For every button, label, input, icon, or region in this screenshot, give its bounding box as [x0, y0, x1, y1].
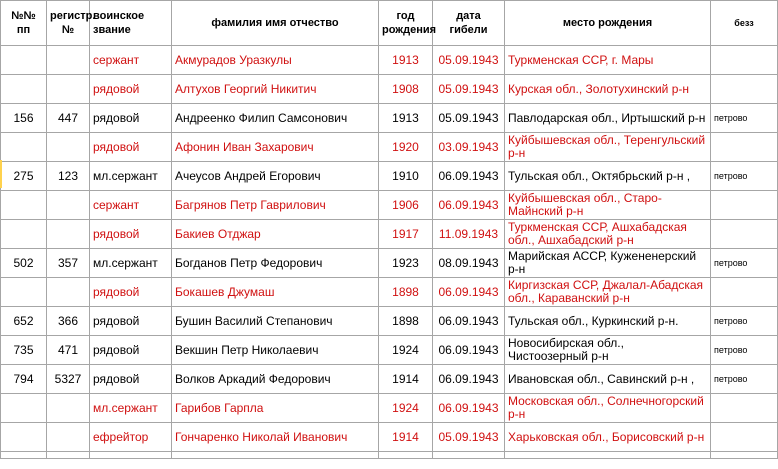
table-row: [1, 336, 778, 365]
cell-nn[interactable]: 275: [1, 162, 47, 191]
cell-birthplace[interactable]: Туркменская ССР, Ашхабадская обл., Ашхабадский р-н: [505, 220, 711, 249]
cell-name[interactable]: Волков Аркадий Федорович: [172, 365, 379, 394]
cell-death-date[interactable]: 06.09.1943: [433, 278, 505, 307]
cell-death-date[interactable]: 08.09.1943: [433, 249, 505, 278]
header-year[interactable]: год рождения: [379, 1, 433, 46]
cell-rank[interactable]: мл.сержант: [90, 162, 172, 191]
cell-year[interactable]: 1924: [379, 394, 433, 423]
cell-birthplace[interactable]: Куйбышевская обл., Теренгульский р-н: [505, 133, 711, 162]
cell-name[interactable]: Бакиев Отджар: [172, 220, 379, 249]
table-row: [1, 104, 778, 133]
cell-rank[interactable]: рядовой: [90, 278, 172, 307]
cell-nn[interactable]: [1, 75, 47, 104]
cell-nn[interactable]: [1, 133, 47, 162]
cell-year[interactable]: 1898: [379, 307, 433, 336]
cell-reg[interactable]: 123: [47, 162, 90, 191]
cell-reg[interactable]: [47, 278, 90, 307]
cell-nn[interactable]: [1, 278, 47, 307]
cell-name[interactable]: Бушин Василий Степанович: [172, 307, 379, 336]
cell-bez[interactable]: [711, 191, 778, 220]
cell-death-date[interactable]: 03.09.1943: [433, 133, 505, 162]
cell-reg[interactable]: [47, 75, 90, 104]
cell-year[interactable]: 1917: [379, 220, 433, 249]
cell-name[interactable]: Багрянов Петр Гаврилович: [172, 191, 379, 220]
cell-death-date[interactable]: 06.09.1943: [433, 336, 505, 365]
cell-nn[interactable]: 156: [1, 104, 47, 133]
cell-nn[interactable]: 735: [1, 336, 47, 365]
cell-bez[interactable]: петрово: [711, 104, 778, 133]
table-row: [1, 162, 778, 191]
cell-reg[interactable]: 366: [47, 307, 90, 336]
cell-birthplace[interactable]: Марийская АССР, Кужененерский р-н: [505, 249, 711, 278]
cell-birthplace[interactable]: Тульская обл., Октябрьский р-н ,: [505, 162, 711, 191]
cell-year[interactable]: 1913: [379, 104, 433, 133]
cell-birthplace[interactable]: Туркменская ССР, г. Мары: [505, 46, 711, 75]
header-nn[interactable]: №№ пп: [1, 1, 47, 46]
cell-name[interactable]: Гарибов Гарпла: [172, 394, 379, 423]
cell-name[interactable]: Афонин Иван Захарович: [172, 133, 379, 162]
cell-rank[interactable]: рядовой: [90, 307, 172, 336]
cell-bez[interactable]: [711, 394, 778, 423]
cell-birthplace[interactable]: Новосибирская обл., Чистоозерный р-н: [505, 336, 711, 365]
cell-empty[interactable]: [505, 452, 711, 459]
cell-reg[interactable]: [47, 423, 90, 452]
header-name[interactable]: фамилия имя отчество: [172, 1, 379, 46]
table-row: [1, 423, 778, 452]
cell-reg[interactable]: [47, 46, 90, 75]
cell-birthplace[interactable]: Павлодарская обл., Иртышский р-н: [505, 104, 711, 133]
cell-year[interactable]: 1913: [379, 46, 433, 75]
header-death-date[interactable]: дата гибели: [433, 1, 505, 46]
cell-birthplace[interactable]: Тульская обл., Куркинский р-н.: [505, 307, 711, 336]
cell-empty[interactable]: [47, 452, 90, 459]
cell-nn[interactable]: 652: [1, 307, 47, 336]
table-row: [1, 249, 778, 278]
cell-bez[interactable]: [711, 423, 778, 452]
cell-name[interactable]: Гончаренко Николай Иванович: [172, 423, 379, 452]
cell-birthplace[interactable]: Киргизская ССР, Джалал-Абадская обл., Караванский р-н: [505, 278, 711, 307]
cell-name[interactable]: Акмурадов Уразкулы: [172, 46, 379, 75]
header-row: [1, 1, 778, 46]
table-row: [1, 75, 778, 104]
cell-death-date[interactable]: 05.09.1943: [433, 104, 505, 133]
cell-empty[interactable]: [433, 452, 505, 459]
cell-death-date[interactable]: 06.09.1943: [433, 162, 505, 191]
table-row: [1, 133, 778, 162]
table-row: [1, 278, 778, 307]
cell-rank[interactable]: рядовой: [90, 75, 172, 104]
cell-bez[interactable]: петрово: [711, 249, 778, 278]
cell-nn[interactable]: [1, 220, 47, 249]
cell-year[interactable]: 1920: [379, 133, 433, 162]
header-reg[interactable]: регистр. №: [47, 1, 90, 46]
cell-year[interactable]: 1914: [379, 423, 433, 452]
cell-rank[interactable]: ефрейтор: [90, 423, 172, 452]
cell-selection-marker: [0, 160, 2, 188]
cell-name[interactable]: Андреенко Филип Самсонович: [172, 104, 379, 133]
cell-rank[interactable]: рядовой: [90, 336, 172, 365]
cell-bez[interactable]: [711, 133, 778, 162]
cell-bez[interactable]: [711, 278, 778, 307]
cell-nn[interactable]: [1, 46, 47, 75]
cell-reg[interactable]: [47, 220, 90, 249]
table-row: [1, 394, 778, 423]
cell-year[interactable]: 1910: [379, 162, 433, 191]
cell-empty[interactable]: [379, 452, 433, 459]
cell-reg[interactable]: 5327: [47, 365, 90, 394]
cell-empty[interactable]: [172, 452, 379, 459]
header-birthplace[interactable]: место рождения: [505, 1, 711, 46]
cell-birthplace[interactable]: Харьковская обл., Борисовский р-н: [505, 423, 711, 452]
cell-rank[interactable]: мл.сержант: [90, 249, 172, 278]
cell-birthplace[interactable]: Ивановская обл., Савинский р-н ,: [505, 365, 711, 394]
table-row: [1, 191, 778, 220]
cell-year[interactable]: 1923: [379, 249, 433, 278]
cell-nn[interactable]: 794: [1, 365, 47, 394]
header-rank[interactable]: воинское звание: [90, 1, 172, 46]
cell-name[interactable]: Ачеусов Андрей Егорович: [172, 162, 379, 191]
cell-reg[interactable]: 447: [47, 104, 90, 133]
cell-birthplace[interactable]: Московская обл., Солнечногорский р-н: [505, 394, 711, 423]
cell-nn[interactable]: 502: [1, 249, 47, 278]
cell-rank[interactable]: рядовой: [90, 220, 172, 249]
table-row: [1, 365, 778, 394]
cell-reg[interactable]: 471: [47, 336, 90, 365]
header-bez[interactable]: безз: [711, 1, 778, 46]
cell-name[interactable]: Бокашев Джумаш: [172, 278, 379, 307]
cell-death-date[interactable]: 05.09.1943: [433, 75, 505, 104]
cell-reg[interactable]: [47, 191, 90, 220]
cell-bez[interactable]: [711, 220, 778, 249]
cell-death-date[interactable]: 05.09.1943: [433, 423, 505, 452]
cell-reg[interactable]: [47, 133, 90, 162]
cell-birthplace[interactable]: Курская обл., Золотухинский р-н: [505, 75, 711, 104]
cell-bez[interactable]: [711, 75, 778, 104]
cell-nn[interactable]: [1, 191, 47, 220]
table-row: [1, 46, 778, 75]
cell-death-date[interactable]: 06.09.1943: [433, 394, 505, 423]
cell-rank[interactable]: рядовой: [90, 133, 172, 162]
cell-birthplace[interactable]: Куйбышевская обл., Старо-Майнский р-н: [505, 191, 711, 220]
cell-name[interactable]: Алтухов Георгий Никитич: [172, 75, 379, 104]
cell-bez[interactable]: петрово: [711, 365, 778, 394]
cell-year[interactable]: 1924: [379, 336, 433, 365]
cell-bez[interactable]: петрово: [711, 307, 778, 336]
cell-reg[interactable]: 357: [47, 249, 90, 278]
cell-year[interactable]: 1908: [379, 75, 433, 104]
cell-nn[interactable]: [1, 394, 47, 423]
cell-bez[interactable]: [711, 46, 778, 75]
cell-name[interactable]: Векшин Петр Николаевич: [172, 336, 379, 365]
table-row-empty: [1, 452, 778, 459]
cell-bez[interactable]: петрово: [711, 162, 778, 191]
cell-bez[interactable]: петрово: [711, 336, 778, 365]
cell-reg[interactable]: [47, 394, 90, 423]
cell-empty[interactable]: [1, 452, 47, 459]
cell-death-date[interactable]: 05.09.1943: [433, 46, 505, 75]
table-row: [1, 307, 778, 336]
cell-year[interactable]: 1906: [379, 191, 433, 220]
cell-rank[interactable]: сержант: [90, 191, 172, 220]
cell-rank[interactable]: рядовой: [90, 104, 172, 133]
cell-death-date[interactable]: 11.09.1943: [433, 220, 505, 249]
cell-death-date[interactable]: 06.09.1943: [433, 365, 505, 394]
table-row: [1, 220, 778, 249]
cell-rank[interactable]: сержант: [90, 46, 172, 75]
cell-empty[interactable]: [711, 452, 778, 459]
cell-rank[interactable]: рядовой: [90, 365, 172, 394]
cell-rank[interactable]: мл.сержант: [90, 394, 172, 423]
cell-death-date[interactable]: 06.09.1943: [433, 191, 505, 220]
cell-year[interactable]: 1898: [379, 278, 433, 307]
cell-name[interactable]: Богданов Петр Федорович: [172, 249, 379, 278]
cell-nn[interactable]: [1, 423, 47, 452]
cell-empty[interactable]: [90, 452, 172, 459]
table-body: [1, 46, 778, 459]
cell-death-date[interactable]: 06.09.1943: [433, 307, 505, 336]
cell-year[interactable]: 1914: [379, 365, 433, 394]
